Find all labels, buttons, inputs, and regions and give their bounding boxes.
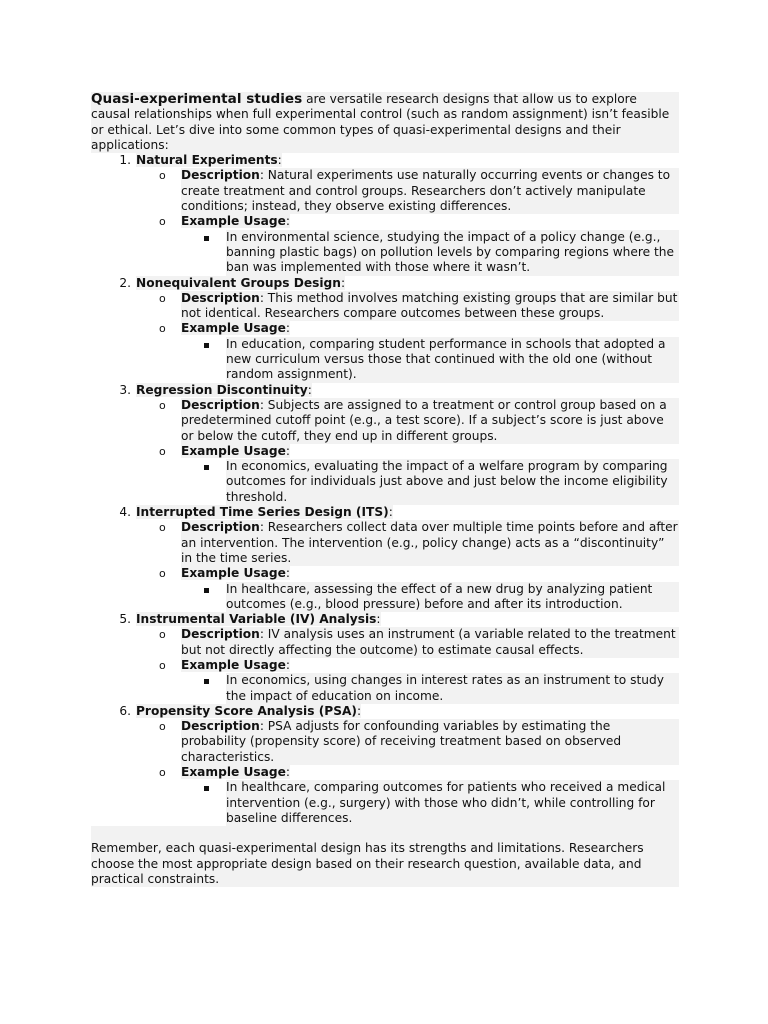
example-label: Example Usage	[181, 214, 286, 229]
example-text: In healthcare, comparing outcomes for patients who received a medical intervention (e.g., surgery) with those who didn’t, while controlling for baseline differences.	[226, 780, 666, 825]
example-label: Example Usage	[181, 765, 286, 780]
design-list	[91, 153, 679, 826]
example-heading	[181, 321, 290, 335]
design-item	[119, 382, 679, 505]
design-name: Propensity Score Analysis (PSA)	[136, 703, 357, 718]
design-number: 4.	[119, 505, 131, 520]
description-text: : Subjects are assigned to a treatment or control group based on a predetermined cutoff point (e.g., a test score). If a subject’s score is just above or below the cutoff, they end up in different groups.	[181, 397, 667, 443]
description-item	[159, 290, 679, 322]
design-number: 6.	[119, 703, 131, 718]
hollow-bullet-icon: o	[159, 628, 166, 642]
example-label: Example Usage	[181, 566, 286, 581]
example-label-colon: :	[285, 657, 290, 672]
design-name: Natural Experiments	[136, 153, 278, 168]
example-heading	[181, 444, 290, 458]
design-heading	[136, 276, 345, 290]
example-item	[159, 566, 679, 612]
description-item	[159, 397, 679, 444]
example-entry	[226, 337, 679, 383]
design-name-colon: :	[307, 382, 312, 397]
hollow-bullet-icon: o	[159, 169, 166, 183]
design-number: 5.	[119, 612, 131, 627]
example-list	[181, 337, 679, 383]
intro-title: Quasi-experimental studies	[91, 91, 303, 107]
design-name-colon: :	[277, 153, 282, 168]
example-heading	[181, 566, 290, 580]
example-item	[159, 321, 679, 382]
description-label: Description	[181, 627, 260, 642]
description-text: : Natural experiments use naturally occurring events or changes to create treatment and control groups. Researchers don’t actively manipulate conditions; instead, they observe existing differences.	[181, 168, 671, 214]
square-bullet-icon	[204, 588, 209, 593]
example-entry	[226, 459, 679, 505]
hollow-bullet-icon: o	[159, 567, 166, 581]
square-bullet-icon	[204, 236, 209, 241]
square-bullet-icon	[204, 343, 209, 348]
design-number: 2.	[119, 275, 131, 290]
design-name: Instrumental Variable (IV) Analysis	[136, 612, 377, 627]
example-label-colon: :	[285, 321, 290, 336]
description-text: : IV analysis uses an instrument (a variable related to the treatment but not directly affecting the outcome) to estimate causal effects.	[181, 627, 676, 657]
design-details	[136, 291, 679, 383]
hollow-bullet-icon: o	[159, 720, 166, 734]
example-list	[181, 673, 679, 704]
hollow-bullet-icon: o	[159, 766, 166, 780]
design-item	[119, 703, 679, 826]
hollow-bullet-icon: o	[159, 215, 166, 229]
design-heading	[136, 704, 361, 718]
hollow-bullet-icon: o	[159, 322, 166, 336]
description-item	[159, 627, 679, 658]
example-label-colon: :	[285, 566, 290, 581]
example-text: In economics, using changes in interest rates as an instrument to study the impact of education on income.	[226, 673, 664, 703]
description-label: Description	[181, 290, 260, 305]
square-bullet-icon	[204, 786, 209, 791]
square-bullet-icon	[204, 679, 209, 684]
spacer	[91, 826, 679, 841]
design-details	[136, 398, 679, 505]
example-heading	[181, 765, 290, 779]
example-list	[181, 582, 679, 613]
description-label: Description	[181, 719, 260, 734]
design-name: Nonequivalent Groups Design	[136, 275, 341, 290]
description-text: : This method involves matching existing groups that are similar but not identical. Researchers compare outcomes between these groups.	[181, 290, 678, 321]
example-entry	[226, 230, 679, 276]
example-list	[181, 459, 679, 505]
description-label: Description	[181, 397, 260, 412]
description-item	[159, 719, 679, 765]
example-entry	[226, 582, 679, 613]
hollow-bullet-icon: o	[159, 398, 166, 412]
description-item	[159, 520, 679, 566]
design-heading	[136, 505, 393, 519]
design-name-colon: :	[376, 612, 381, 627]
design-item	[119, 275, 679, 383]
description-text: : Researchers collect data over multiple time points before and after an intervention. The intervention (e.g., policy change) acts as a “discontinuity” in the time series.	[181, 520, 678, 565]
example-text: In economics, evaluating the impact of a welfare program by comparing outcomes for individuals just above and just below the income eligibility threshold.	[226, 459, 668, 504]
design-item	[119, 505, 679, 612]
hollow-bullet-icon: o	[159, 658, 166, 672]
hollow-bullet-icon: o	[159, 444, 166, 458]
design-item	[119, 153, 679, 275]
example-label: Example Usage	[181, 321, 286, 336]
example-label-colon: :	[285, 214, 290, 229]
design-name: Interrupted Time Series Design (ITS)	[136, 505, 389, 520]
design-heading	[136, 383, 312, 397]
document-page	[91, 92, 679, 887]
design-name: Regression Discontinuity	[136, 382, 308, 397]
example-label: Example Usage	[181, 443, 286, 458]
intro-text: are versatile research designs that allow us to explore causal relationships when full experimental control (such as random assignment) isn’t feasible or ethical. Let’s dive into some common types of quasi-experimental designs and their applications:	[91, 92, 670, 152]
example-label-colon: :	[285, 443, 290, 458]
design-details	[136, 168, 679, 275]
intro-paragraph	[91, 92, 679, 153]
design-name-colon: :	[388, 505, 393, 520]
description-label: Description	[181, 168, 260, 183]
example-text: In healthcare, assessing the effect of a new drug by analyzing patient outcomes (e.g., blood pressure) before and after its introduction.	[226, 581, 653, 611]
closing-paragraph: Remember, each quasi-experimental design has its strengths and limitations. Researchers choose the most appropriate design based on their research question, available data, and practical constraints.	[91, 841, 679, 887]
description-item	[159, 168, 679, 214]
example-entry	[226, 673, 679, 704]
example-item	[159, 443, 679, 505]
design-details	[136, 520, 679, 612]
example-text: In education, comparing student performance in schools that adopted a new curriculum versus those that continued with the old one (without random assignment).	[226, 336, 666, 382]
example-label: Example Usage	[181, 657, 286, 672]
example-heading	[181, 214, 290, 228]
example-entry	[226, 780, 679, 826]
hollow-bullet-icon: o	[159, 291, 166, 305]
design-details	[136, 627, 679, 703]
example-item	[159, 214, 679, 275]
design-item	[119, 612, 679, 704]
example-text: In environmental science, studying the impact of a policy change (e.g., banning plastic bags) on pollution levels by comparing regions where the ban was implemented with those where it wasn’t.	[226, 229, 675, 275]
design-number: 1.	[119, 153, 131, 168]
design-heading	[136, 612, 381, 626]
design-heading	[136, 153, 282, 167]
example-item	[159, 657, 679, 704]
design-name-colon: :	[357, 703, 362, 718]
hollow-bullet-icon: o	[159, 521, 166, 535]
example-label-colon: :	[285, 765, 290, 780]
design-number: 3.	[119, 382, 131, 397]
example-heading	[181, 658, 290, 672]
example-list	[181, 780, 679, 826]
example-item	[159, 765, 679, 826]
design-name-colon: :	[340, 275, 346, 290]
example-list	[181, 230, 679, 276]
square-bullet-icon	[204, 465, 209, 470]
description-label: Description	[181, 520, 260, 535]
design-details	[136, 719, 679, 826]
description-text: : PSA adjusts for confounding variables by estimating the probability (propensity score) of receiving treatment based on observed characteristics.	[181, 719, 622, 764]
